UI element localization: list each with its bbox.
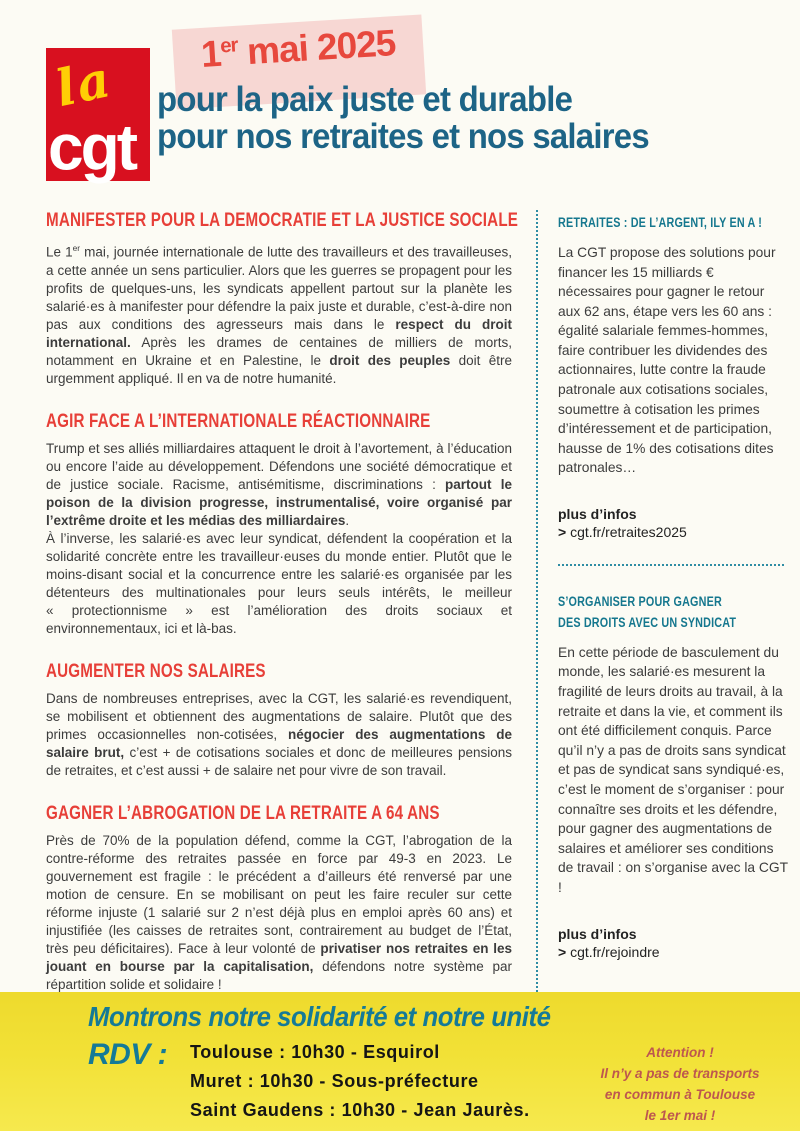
section-heading-augmenter: AUGMENTER NOS SALAIRES xyxy=(46,660,266,682)
date-badge-text: 1er mai 2025 xyxy=(199,22,397,75)
rdv-label: RDV : xyxy=(88,1038,168,1071)
section-paragraph: En cette période de basculement du monde, les salarié·es mesurent la fragilité de leurs droits au travail, à la retraite et dans la vie, et comment ils ont été difficilement conquis. Parce qu’il n’y a pas de droits sans syndicat et pas de syndicat sans syndiqué·es, c’est le moment de s’organiser : pour connaître ses droits et les défendre, pour gagner des augmentations de salaires et améliorer ses conditions de travail : on s’organise avec la CGT ! xyxy=(558,644,788,896)
logo-la-script: la xyxy=(50,48,117,119)
more-info-block xyxy=(558,926,788,960)
section-heading-manifester: MANIFESTER POUR LA DEMOCRATIE ET LA JUSTICE SOCIALE xyxy=(46,210,519,231)
left-column xyxy=(46,210,536,992)
more-info-block xyxy=(558,506,788,540)
attention-line: Il n’y a pas de transports xyxy=(600,1065,760,1081)
main-content xyxy=(0,200,800,992)
link-rejoindre[interactable]: cgt.fr/rejoindre xyxy=(570,943,660,960)
attention-line: le 1er mai ! xyxy=(644,1107,716,1123)
section-agir xyxy=(46,411,512,638)
event-toulouse: Toulouse : 10h30 - Esquirol xyxy=(190,1042,440,1062)
logo-cgt-text: cgt xyxy=(48,110,135,184)
attention-notice xyxy=(572,1038,788,1127)
footer-row xyxy=(88,1038,800,1127)
more-info-label: plus d’infos xyxy=(558,925,637,942)
more-info-link-row xyxy=(558,524,788,540)
footer-banner xyxy=(0,992,800,1131)
link-retraites2025[interactable]: cgt.fr/retraites2025 xyxy=(570,524,687,541)
dotted-divider xyxy=(558,564,784,566)
event-muret: Muret : 10h30 - Sous-préfecture xyxy=(190,1071,479,1091)
section-augmenter xyxy=(46,661,512,780)
link-arrow: > xyxy=(558,943,567,960)
more-info-link-row xyxy=(558,944,788,960)
cgt-logo xyxy=(46,48,150,184)
section-paragraph: Près de 70% de la population défend, comme la CGT, l’abrogation de la contre-réforme des retraites passée en force par 49-3 en 2023. Le gouvernement est fragile : le précédent a d’ailleurs été renversé par une motion de censure. En se mobilisant on peut les faire reculer sur cette réforme injuste (1 salarié sur 2 n’est déjà plus en emploi après 60 ans) et injustifiée (les caisses de retraites sont, contrairement au budget de l’État, très peu déficitaires). Face à leur volonté de privatiser nos retraites en les jouant en bourse par la capitalisation, défendons notre système par répartition solide et solidaire ! xyxy=(46,832,513,992)
event-saint-gaudens: Saint Gaudens : 10h30 - Jean Jaurès. xyxy=(190,1100,530,1120)
section-paragraph: Le 1er mai, journée internationale de lutte des travailleurs et des travailleuses, a cette année un sens particulier. Alors que les guerres se propagent pour les profits de quelques-uns, les syndicats appellent partout sur la planète les salarié·es à manifester pour défendre la paix juste et durable, c’est-à-dire non pas aux conditions des agresseurs mais dans le respect du droit international. Après les drames de centaines de milliers de morts, notamment en Ukraine et en Palestine, le droit des peuples doit être urgemment appliqué. Il en va de notre humanité. xyxy=(46,243,512,386)
headline xyxy=(157,81,680,155)
section-paragraph: Dans de nombreuses entreprises, avec la CGT, les salarié·es revendiquent, se mobilisent et obtiennent des augmentations de salaire. Plutôt que des primes occasionnelles non-cotisées, négocier des augmentations de salaire brut, c’est + de cotisations sociales et donc de meilleures pensions de retraites, et c’est aussi + de salaire net pour vivre de son travail. xyxy=(46,690,512,778)
section-heading-agir: AGIR FACE A L’INTERNATIONALE RÉACTIONNAIRE xyxy=(46,410,431,432)
more-info-label: plus d’infos xyxy=(558,506,637,523)
headline-line2: pour nos retraites et nos salaires xyxy=(157,117,649,156)
section-paragraph: Trump et ses alliés milliardaires attaquent le droit à l’avortement, à l’éducation ou encore l’aide au développement. Défendons une société démocratique et de justice sociale. Racisme, antisémitisme, discriminations : partout le poison de la division progresse, instrumentalisé, voire organisé par l’extrême droite et les médias des milliardaires. xyxy=(46,440,512,528)
section-heading-gagner: GAGNER L’ABROGATION DE LA RETRAITE A 64 ANS xyxy=(46,802,440,824)
section-paragraph: La CGT propose des solutions pour financer les 15 milliards € nécessaires pour gagner le retour aux 62 ans, étape vers les 60 ans : égalité salariale femmes-hommes, faire contribuer les dividendes des actionnaires, lutte contre la fraude patronale aux cotisations sociales, soumettre à cotisation les primes d’intéressement et de participation, hausse de 1% des cotisations dites patronales… xyxy=(558,244,776,476)
headline-line1: pour la paix juste et durable xyxy=(157,80,573,119)
attention-line: en commun à Toulouse xyxy=(604,1086,756,1102)
section-heading-retraites: RETRAITES : DE L’ARGENT, ILY EN A ! xyxy=(558,215,763,230)
footer-heading: Montrons notre solidarité et notre unité xyxy=(88,1001,551,1032)
section-sorganiser xyxy=(558,592,788,960)
section-manifester xyxy=(46,210,519,388)
right-column xyxy=(536,210,788,992)
section-gagner-abrogation xyxy=(46,803,512,993)
header xyxy=(0,0,800,200)
section-heading-sorganiser: S’ORGANISER POUR GAGNER DES DROITS AVEC UN SYNDICAT xyxy=(558,594,737,630)
link-arrow: > xyxy=(558,524,567,541)
section-paragraph: À l’inverse, les salarié·es avec leur syndicat, défendent la coopération et la solidarité concrète entre les travailleur·euses du monde entier. Plutôt que le moins-disant social et la concurrence entre les salarié·es organisée par les détenteurs des multinationales pour leurs seuls intérêts, le meilleur « protectionnisme » est l’amélioration des droits sociaux et environnementaux, ici et là-bas. xyxy=(46,530,512,636)
attention-line: Attention ! xyxy=(646,1045,714,1060)
section-retraites-argent xyxy=(558,213,788,540)
events-list xyxy=(190,1038,530,1127)
